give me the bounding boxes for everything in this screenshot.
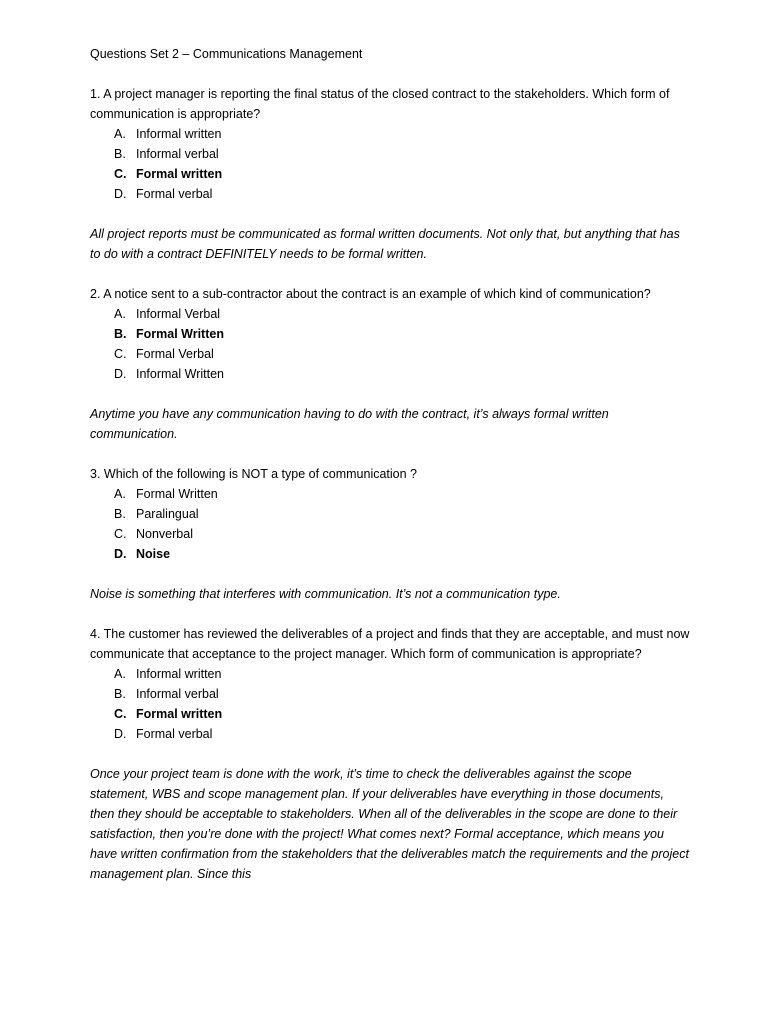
option-c-correct [114, 704, 690, 724]
option-text: Informal written [136, 667, 222, 681]
answer-options [90, 484, 690, 564]
answer-options [90, 124, 690, 204]
option-text: Formal Written [136, 487, 218, 501]
option-text: Formal Written [136, 327, 224, 341]
option-text: Noise [136, 547, 171, 561]
option-b [114, 144, 690, 164]
answer-options [90, 664, 690, 744]
option-letter: C. [114, 527, 127, 541]
answer-explanation: All project reports must be communicated as formal written documents. Not only that, but anything that has to do with a contract DEFINITELY needs to be formal written. [90, 227, 680, 261]
option-d [114, 364, 690, 384]
option-letter: A. [114, 307, 126, 321]
option-letter: B. [114, 147, 126, 161]
option-c-correct [114, 164, 690, 184]
question-text: 4. The customer has reviewed the deliverables of a project and finds that they are acceptable, and must now communicate that acceptance to the project manager. Which form of communication is appropriate? [90, 627, 690, 661]
answer-explanation: Once your project team is done with the work, it’s time to check the deliverables against the scope statement, WBS and scope management plan. If your deliverables have everything in those documents, then they should be acceptable to stakeholders. When all of the deliverables in the scope are done to their satisfaction, then you’re done with the project! What comes next? Formal acceptance, which means you have written confirmation from the stakeholders that the deliverables match the requirements and the project management plan. Since this [90, 767, 689, 881]
question-block-1 [90, 84, 690, 264]
option-text: Formal verbal [136, 187, 213, 201]
option-b-correct [114, 324, 690, 344]
option-text: Informal verbal [136, 147, 219, 161]
option-a [114, 484, 690, 504]
option-b [114, 684, 690, 704]
option-text: Informal written [136, 127, 222, 141]
question-text: 1. A project manager is reporting the final status of the closed contract to the stakeholders. Which form of communication is appropriate? [90, 87, 670, 121]
question-block-4 [90, 624, 690, 884]
option-c [114, 524, 690, 544]
option-text: Informal Verbal [136, 307, 221, 321]
option-a [114, 124, 690, 144]
option-a [114, 664, 690, 684]
answer-explanation: Anytime you have any communication having to do with the contract, it’s always formal written communication. [90, 407, 609, 441]
option-text: Formal verbal [136, 727, 213, 741]
question-block-3 [90, 464, 690, 604]
option-letter: D. [114, 547, 127, 561]
option-letter: B. [114, 507, 126, 521]
option-letter: B. [114, 687, 126, 701]
question-text: 2. A notice sent to a sub-contractor about the contract is an example of which kind of communication? [90, 287, 651, 301]
option-d [114, 724, 690, 744]
option-letter: C. [114, 347, 127, 361]
option-letter: D. [114, 727, 127, 741]
option-text: Formal Verbal [136, 347, 214, 361]
option-text: Formal written [136, 707, 223, 721]
question-block-2 [90, 284, 690, 444]
option-letter: A. [114, 127, 126, 141]
question-text: 3. Which of the following is NOT a type of communication ? [90, 467, 418, 481]
option-text: Informal verbal [136, 687, 219, 701]
answer-explanation: Noise is something that interferes with communication. It’s not a communication type. [90, 587, 561, 601]
answer-options [90, 304, 690, 384]
option-text: Informal Written [136, 367, 224, 381]
option-letter: C. [114, 707, 127, 721]
option-letter: C. [114, 167, 127, 181]
option-letter: A. [114, 667, 126, 681]
option-a [114, 304, 690, 324]
option-letter: A. [114, 487, 126, 501]
option-d-correct [114, 544, 690, 564]
option-text: Paralingual [136, 507, 199, 521]
document-title: Questions Set 2 – Communications Management [90, 47, 363, 61]
option-d [114, 184, 690, 204]
option-letter: B. [114, 327, 127, 341]
option-b [114, 504, 690, 524]
option-text: Nonverbal [136, 527, 193, 541]
document-content [90, 44, 690, 904]
option-letter: D. [114, 367, 127, 381]
option-text: Formal written [136, 167, 223, 181]
option-c [114, 344, 690, 364]
option-letter: D. [114, 187, 127, 201]
